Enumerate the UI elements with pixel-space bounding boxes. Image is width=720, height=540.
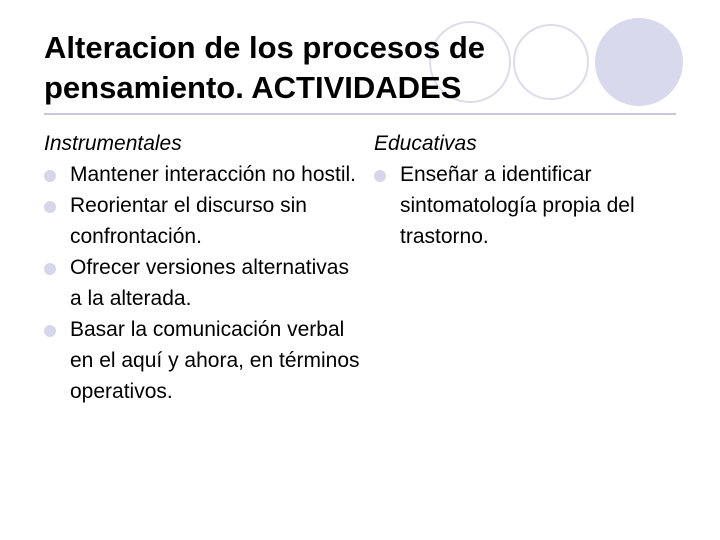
bullet-icon — [44, 263, 56, 275]
title-divider — [44, 113, 676, 115]
left-column — [44, 128, 364, 407]
slide-title: Alteracion de los procesos de pensamiento. ACTIVIDADES — [44, 30, 486, 105]
list-item-text: Basar la comunicación verbal en el aquí y ahora, en términos operativos. — [70, 318, 360, 403]
right-column — [374, 128, 694, 252]
left-bullet-list — [44, 159, 364, 407]
left-column-heading: Instrumentales — [44, 132, 182, 155]
list-item-text: Mantener interacción no hostil. — [70, 163, 356, 186]
bullet-icon — [44, 170, 56, 182]
list-item — [44, 159, 364, 190]
bullet-icon — [374, 170, 386, 182]
bullet-icon — [44, 201, 56, 213]
list-item — [44, 252, 364, 314]
list-item — [44, 190, 364, 252]
right-bullet-list — [374, 159, 694, 252]
bullet-icon — [44, 325, 56, 337]
list-item — [374, 159, 694, 252]
list-item — [44, 314, 364, 407]
list-item-text: Reorientar el discurso sin confrontación. — [70, 194, 307, 248]
right-column-heading: Educativas — [374, 132, 477, 155]
list-item-text: Ofrecer versiones alternativas a la alterada. — [70, 256, 349, 310]
list-item-text: Enseñar a identificar sintomatología propia del trastorno. — [400, 163, 635, 248]
